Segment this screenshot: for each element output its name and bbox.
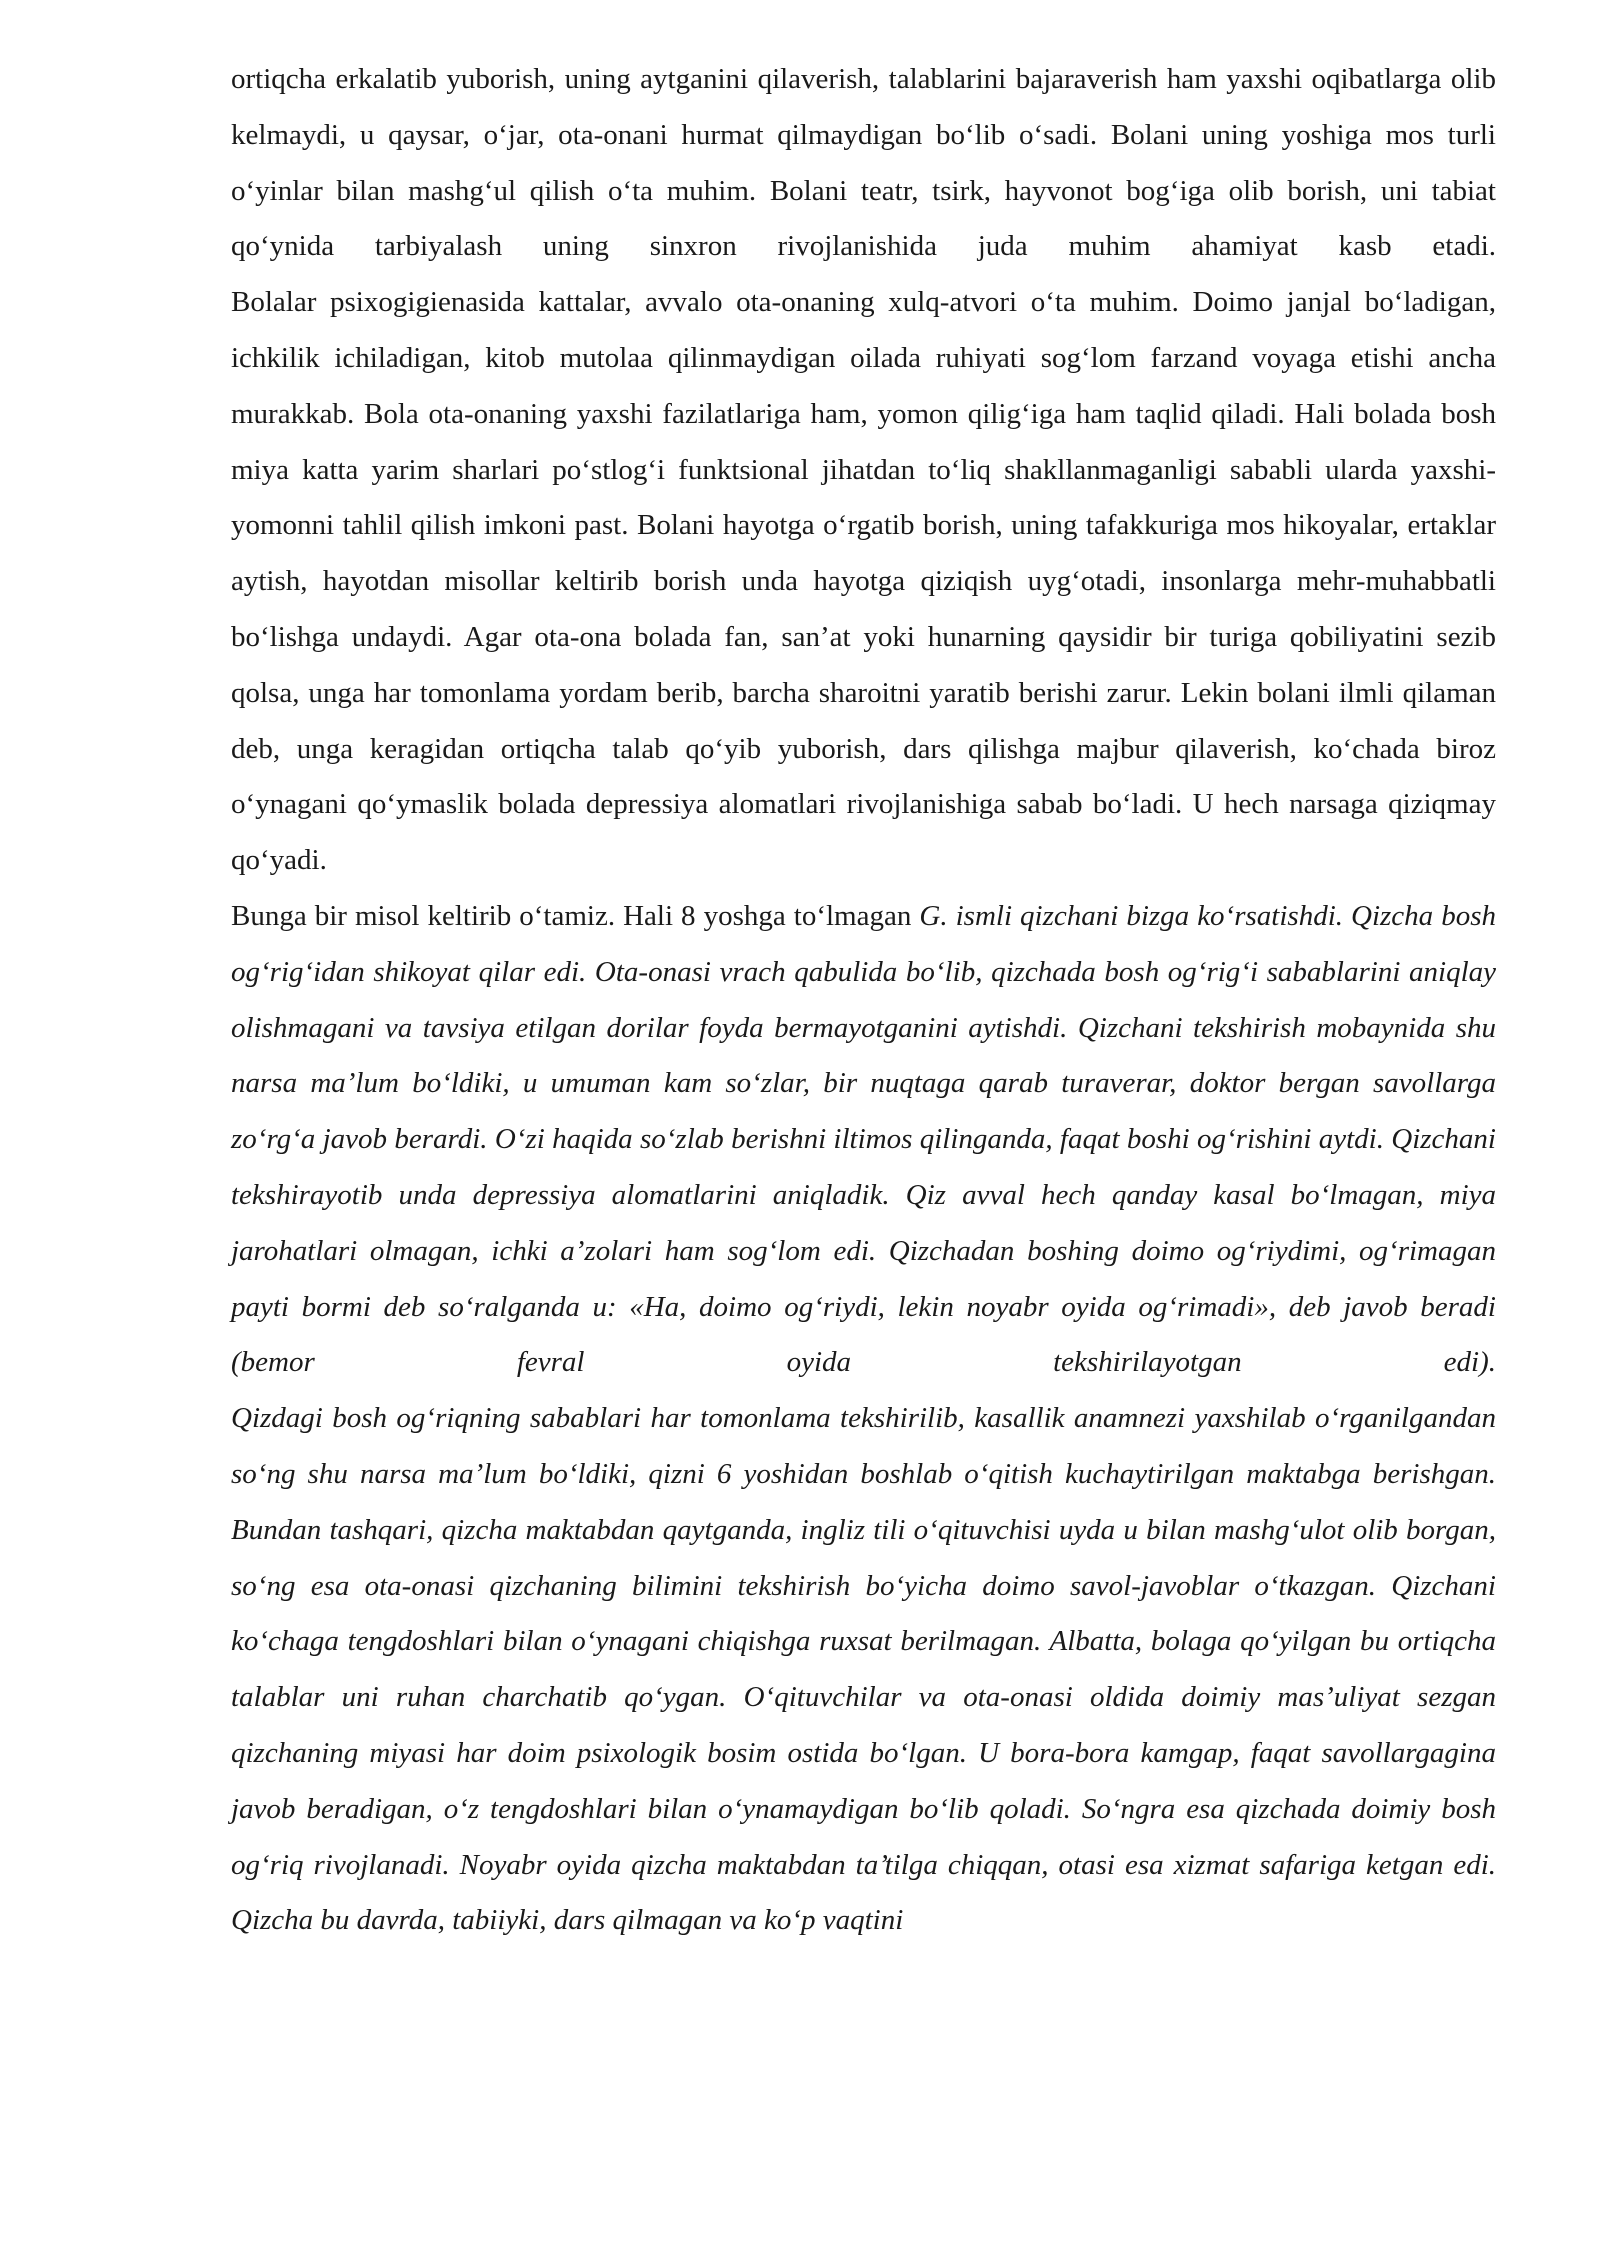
- paragraph-4: Qizdagi bosh og‘riqning sabablari har tomonlama tekshirilib, kasallik anamnezi yaxshilab o‘rganilgandan so‘ng shu narsa ma’lum bo‘ldiki, qizni 6 yoshidan boshlab o‘qitish kuchaytirilgan maktabga berishgan. Bundan tashqari, qizcha maktabdan qaytganda, ingliz tili o‘qituvchisi uyda u bilan mashg‘ulot olib borgan, so‘ng esa ota-onasi qizchaning bilimini tekshirish bo‘yicha doimo savol-javoblar o‘tkazgan. Qizchani ko‘chaga tengdoshlari bilan o‘ynagani chiqishga ruxsat berilmagan. Albatta, bolaga qo‘yilgan bu ortiqcha talablar uni ruhan charchatib qo‘ygan. O‘qituvchilar va ota-onasi oldida doimiy mas’uliyat sezgan qizchaning miyasi har doim psixologik bosim ostida bo‘lgan. U bora-bora kamgap, faqat savollargagina javob beradigan, o‘z tengdoshlari bilan o‘ynamaydigan bo‘lib qoladi. So‘ngra esa qizchada doimiy bosh og‘riq rivojlanadi. Noyabr oyida qizcha maktabdan ta’tilga chiqqan, otasi esa xizmat safariga ketgan edi. Qizcha bu davrda, tabiiyki, dars qilmagan va ko‘p vaqtini: [231, 1402, 1496, 1937]
- paragraph-3-case-description: G. ismli qizchani bizga ko‘rsatishdi. Qizcha bosh og‘rig‘idan shikoyat qilar edi. Ota-onasi vrach qabulida bo‘lib, qizchada bosh og‘rig‘i sabablarini aniqlay olishmagani va tavsiya etilgan dorilar foyda bermayotganini aytishdi. Qizchani tekshirish mobaynida shu narsa ma’lum bo‘ldiki, u umuman kam so‘zlar, bir nuqtaga qarab turaverar, doktor bergan savollarga zo‘rg‘a javob berardi. O‘zi haqida so‘zlab berishni iltimos qilinganda, faqat boshi og‘rishini aytdi. Qizchani tekshirayotib unda depressiya alomatlarini aniqladik. Qiz avval hech qanday kasal bo‘lmagan, miya jarohatlari olmagan, ichki a’zolari ham sog‘lom edi. Qizchadan boshing doimo og‘riydimi, og‘rimagan payti bormi deb so‘ralganda u: «Ha, doimo og‘riydi, lekin noyabr oyida og‘rimadi», deb javob beradi (bemor fevral oyida tekshirilayotgan edi).: [231, 899, 1496, 1379]
- paragraph-1: ortiqcha erkalatib yuborish, uning aytganini qilaverish, talablarini bajaraverish ham yaxshi oqibatlarga olib kelmaydi, u qaysar, o‘jar, ota-onani hurmat qilmaydigan bo‘lib o‘sadi. Bolani uning yoshiga mos turli o‘yinlar bilan mashg‘ul qilish o‘ta muhim. Bolani teatr, tsirk, hayvonot bog‘iga olib borish, uni tabiat qo‘ynida tarbiyalash uning sinxron rivojlanishida juda muhim ahamiyat kasb etadi.: [231, 63, 1496, 263]
- paragraph-3: [231, 889, 1496, 1391]
- paragraph-3-intro: Bunga bir misol keltirib o‘tamiz. Hali 8 yoshga to‘lmagan: [231, 899, 920, 932]
- paragraph-2: Bolalar psixogigienasida kattalar, avvalo ota-onaning xulq-atvori o‘ta muhim. Doimo janjal bo‘ladigan, ichkilik ichiladigan, kitob mutolaa qilinmaydigan oilada ruhiyati sog‘lom farzand voyaga etishi ancha murakkab. Bola ota-onaning yaxshi fazilatlariga ham, yomon qilig‘iga ham taqlid qiladi. Hali bolada bosh miya katta yarim sharlari po‘stlog‘i funktsional jihatdan to‘liq shakllanmaganligi sababli ularda yaxshi-yomonni tahlil qilish imkoni past. Bolani hayotga o‘rgatib borish, uning tafakkuriga mos hikoyalar, ertaklar aytish, hayotdan misollar keltirib borish unda hayotga qiziqish uyg‘otadi, insonlarga mehr-muhabbatli bo‘lishga undaydi. Agar ota-ona bolada fan, san’at yoki hunarning qaysidir bir turiga qobiliyatini sezib qolsa, unga har tomonlama yordam berib, barcha sharoitni yaratib berishi zarur. Lekin bolani ilmli qilaman deb, unga keragidan ortiqcha talab qo‘yib yuborish, dars qilishga majbur qilaverish, ko‘chada biroz o‘ynagani qo‘ymaslik bolada depressiya alomatlari rivojlanishiga sabab bo‘ladi. U hech narsaga qiziqmay qo‘yadi.: [231, 286, 1496, 877]
- document-page: [231, 52, 1496, 1949]
